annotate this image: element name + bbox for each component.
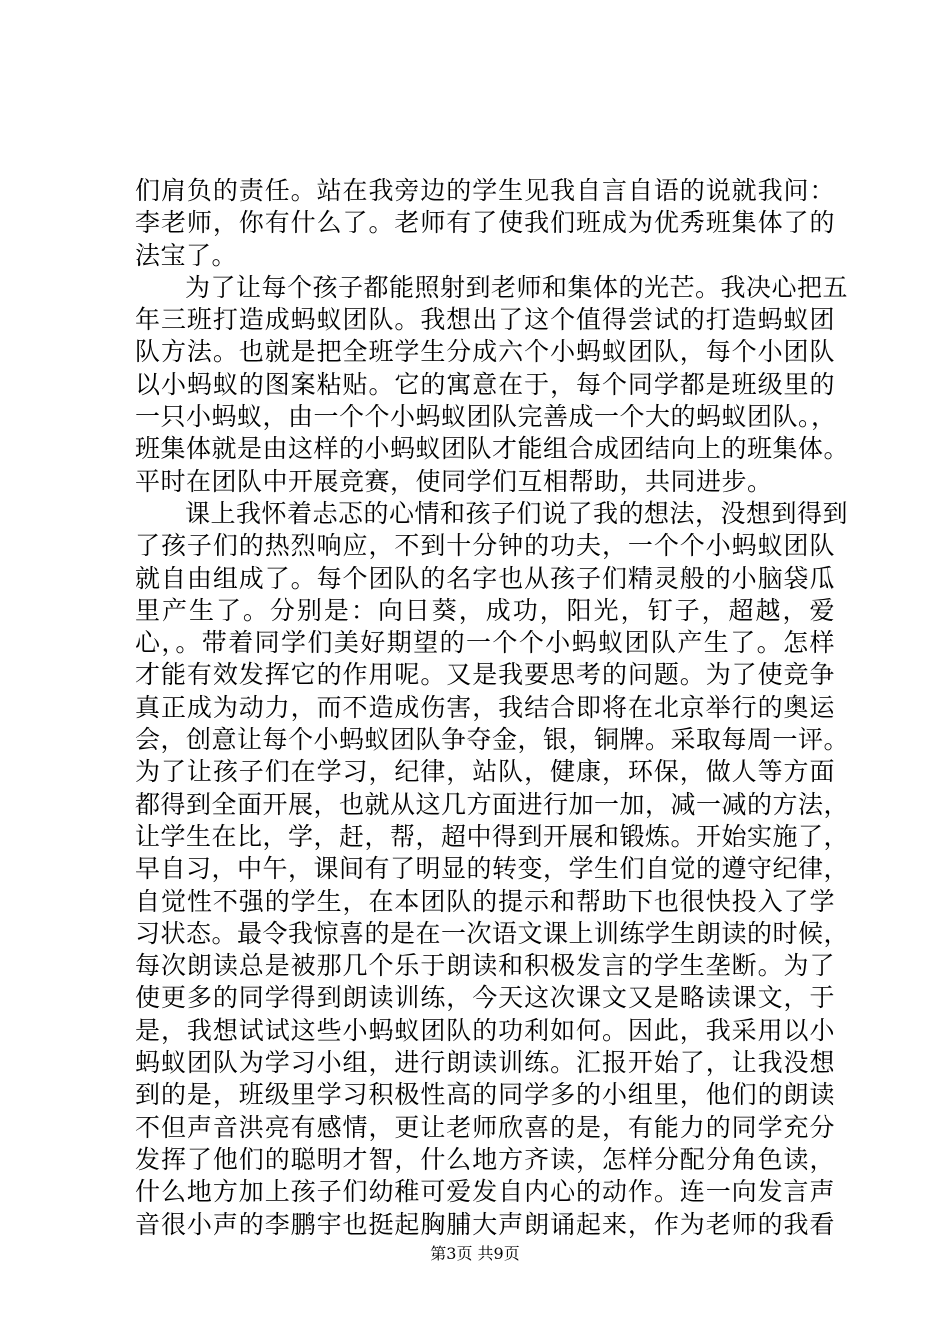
text-line: 才能有效发挥它的作用呢。又是我要思考的问题。为了使竞争	[135, 660, 835, 690]
page-number-footer: 第3页 共9页	[430, 1244, 520, 1263]
text-line: 不但声音洪亮有感情，更让老师欣喜的是，有能力的同学充分	[135, 1112, 835, 1142]
body-text	[135, 175, 850, 1241]
text-line: 每次朗读总是被那几个乐于朗读和积极发言的学生垄断。为了	[135, 951, 835, 981]
text-line: 什么地方加上孩子们幼稚可爱发自内心的动作。连一向发言声	[135, 1177, 835, 1207]
text-line: 就自由组成了。每个团队的名字也从孩子们精灵般的小脑袋瓜	[135, 563, 835, 593]
text-line: 都得到全面开展，也就从这几方面进行加一加，减一减的方法，	[135, 789, 850, 819]
text-line: 年三班打造成蚂蚁团队。我想出了这个值得尝试的打造蚂蚁团	[135, 305, 835, 335]
text-line: 让学生在比，学，赶，帮，超中得到开展和锻炼。开始实施了，	[135, 821, 850, 851]
text-line: 队方法。也就是把全班学生分成六个小蚂蚁团队，每个小团队	[135, 337, 835, 367]
text-line: 会，创意让每个小蚂蚁团队争夺金，银，铜牌。采取每周一评。	[135, 725, 850, 755]
text-line: 平时在团队中开展竞赛，使同学们互相帮助，共同进步。	[135, 466, 773, 496]
text-line: 为了让孩子们在学习，纪律，站队，健康，环保，做人等方面	[135, 757, 835, 787]
text-line: 是，我想试试这些小蚂蚁团队的功利如何。因此，我采用以小	[135, 1015, 835, 1045]
text-line: 发挥了他们的聪明才智，什么地方齐读，怎样分配分角色读，	[135, 1144, 835, 1174]
paragraph-first-line: 课上我怀着忐忑的心情和孩子们说了我的想法，没想到得到	[185, 498, 849, 528]
text-line: 早自习，中午，课间有了明显的转变，学生们自觉的遵守纪律，	[135, 854, 850, 884]
text-line: 音很小声的李鹏宇也挺起胸脯大声朗诵起来，作为老师的我看	[135, 1209, 835, 1239]
text-line: 心，。带着同学们美好期望的一个个小蚂蚁团队产生了。怎样	[135, 628, 835, 658]
text-line: 以小蚂蚁的图案粘贴。它的寓意在于，每个同学都是班级里的	[135, 369, 835, 399]
text-line: 里产生了。分别是：向日葵，成功，阳光，钉子，超越，爱	[135, 595, 835, 625]
text-line: 真正成为动力，而不造成伤害，我结合即将在北京举行的奥运	[135, 692, 835, 722]
text-line: 们肩负的责任。站在我旁边的学生见我自言自语的说就我问：	[135, 176, 835, 205]
text-line: 使更多的同学得到朗读训练，今天这次课文又是略读课文，于	[135, 983, 835, 1013]
text-line: 自觉性不强的学生，在本团队的提示和帮助下也很快投入了学	[135, 886, 835, 916]
text-line: 到的是，班级里学习积极性高的同学多的小组里，他们的朗读	[135, 1080, 835, 1110]
text-line: 班集体就是由这样的小蚂蚁团队才能组合成团结向上的班集体。	[135, 434, 850, 464]
text-line: 一只小蚂蚁，由一个个小蚂蚁团队完善成一个大的蚂蚁团队。，	[135, 402, 837, 432]
text-line: 李老师，你有什么了。老师有了使我们班成为优秀班集体了的	[135, 208, 835, 238]
text-line: 了孩子们的热烈响应，不到十分钟的功夫，一个个小蚂蚁团队	[135, 531, 835, 561]
text-line: 习状态。最令我惊喜的是在一次语文课上训练学生朗读的时候，	[135, 918, 850, 948]
paragraph-first-line: 为了让每个孩子都能照射到老师和集体的光芒。我决心把五	[185, 272, 849, 302]
text-line: 蚂蚁团队为学习小组，进行朗读训练。汇报开始了，让我没想	[135, 1048, 835, 1078]
text-line: 法宝了。	[135, 240, 238, 270]
